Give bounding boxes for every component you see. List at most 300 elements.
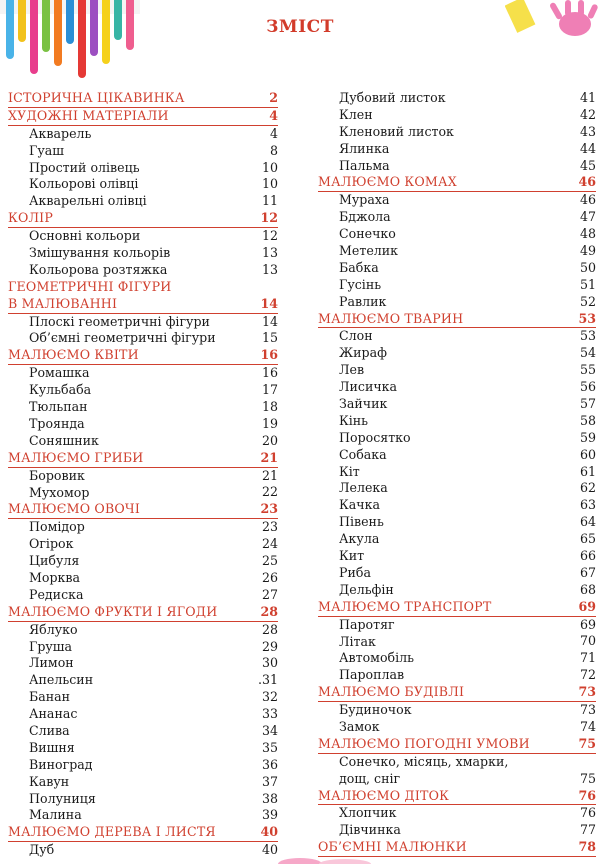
entry-title [29,639,72,656]
entry-title [339,650,414,667]
entry-title [339,328,373,345]
title-line: Бджола [339,209,391,225]
page-number: 68 [579,581,596,597]
toc-entry[interactable] [318,294,596,311]
toc-entry[interactable] [8,399,278,416]
title-line: Троянда [29,415,85,431]
toc-entry[interactable] [318,107,596,124]
toc-entry[interactable] [8,570,278,587]
entry-title [29,433,99,450]
entry-title [29,143,64,160]
entry-title [339,754,508,788]
page-number: 23 [260,501,278,517]
section-title [8,279,171,313]
section-title [318,684,464,701]
page-number: 26 [261,569,278,585]
title-line: Кит [339,548,365,564]
title-line: МАЛЮЄМО КВІТИ [8,347,139,363]
page-number: 69 [578,598,596,614]
title-line: Лелека [339,480,388,496]
entry-title [29,740,75,757]
toc-section-heading[interactable] [318,788,596,806]
toc-entry[interactable] [8,536,278,553]
entry-title [339,124,454,141]
toc-entry[interactable] [8,774,278,791]
title-line: МАЛЮЄМО ДЕРЕВА І ЛИСТЯ [8,824,216,840]
page-number: 18 [261,399,278,415]
entry-title [339,822,401,839]
page-number: 49 [579,243,596,258]
title-line: МАЛЮЄМО ТРАНСПОРТ [318,598,492,614]
section-title [318,788,449,805]
page-number: 32 [261,689,278,705]
entry-title [29,842,54,859]
title-line: Слон [339,328,373,344]
toc-entry[interactable] [318,667,596,684]
title-line: Морква [29,569,81,585]
toc-entry[interactable] [8,433,278,450]
toc-entry[interactable] [318,90,596,107]
toc-entry[interactable] [8,689,278,706]
entry-title [339,396,387,413]
title-line: МАЛЮЄМО ПОГОДНІ УМОВИ [318,735,530,751]
entry-title [29,706,77,723]
section-title [318,174,457,191]
toc-section-heading[interactable] [318,174,596,192]
title-line: Літак [339,633,376,649]
page-number: 22 [261,484,278,500]
toc-entry[interactable] [318,328,596,345]
page-number: 64 [579,514,596,530]
section-title [318,736,530,753]
title-line: Яблуко [29,621,78,637]
toc-entry[interactable] [318,480,596,497]
toc-entry[interactable] [318,396,596,413]
toc-section-heading[interactable] [8,824,278,842]
toc-section-heading[interactable] [8,347,278,365]
page-number: 4 [269,125,278,141]
title-line: Хлопчик [339,805,397,821]
entry-title [29,689,70,706]
page-number: 42 [579,106,596,122]
page-number: 19 [261,415,278,431]
toc-entry[interactable] [318,514,596,531]
toc-entry[interactable] [318,413,596,430]
entry-title [339,141,389,158]
toc-section-heading[interactable] [318,311,596,329]
page-number: 57 [579,396,596,412]
toc-entry[interactable] [8,468,278,485]
entry-title [339,260,379,277]
entry-title [29,807,82,824]
page-number: 76 [578,787,596,803]
toc-right-column [318,90,596,857]
entry-title [339,582,394,599]
toc-entry[interactable] [318,124,596,141]
entry-title [29,519,85,536]
section-title [8,824,216,841]
entry-title [339,243,398,260]
toc-entry[interactable] [318,192,596,209]
toc-entry[interactable] [318,582,596,599]
entry-title [29,553,79,570]
entry-title [339,192,390,209]
title-line: МАЛЮЄМО ДІТОК [318,787,450,803]
page-number: 61 [579,463,596,479]
toc-section-heading[interactable] [318,599,596,617]
entry-title [29,468,85,485]
title-line: Лев [339,362,365,378]
entry-title [339,362,364,379]
title-line: Ромашка [29,365,90,381]
toc-entry[interactable] [318,226,596,243]
title-line: Мураха [339,192,390,208]
page-number: 75 [578,735,596,751]
page-number: 33 [261,706,278,722]
toc-entry[interactable] [318,277,596,294]
page-number: 2 [269,89,278,105]
page-number: 50 [579,259,596,275]
section-title [318,839,467,856]
page-number: 54 [579,345,596,361]
toc-entry[interactable] [8,126,278,143]
title-line: Гуаш [29,142,64,158]
page-number: 15 [261,330,278,346]
toc-entry[interactable] [8,143,278,160]
toc-entry[interactable] [318,634,596,651]
entry-title [339,667,404,684]
title-line: Соняшник [29,432,99,448]
toc-entry[interactable] [318,379,596,396]
title-line: МАЛЮЄМО БУДІВЛІ [318,684,465,700]
title-line: Банан [29,689,71,705]
toc-entry[interactable] [8,655,278,672]
title-line: Дельфін [339,581,394,597]
toc-entry[interactable] [318,719,596,736]
title-line: Собака [339,446,387,462]
toc-entry[interactable] [8,622,278,639]
title-line: МАЛЮЄМО ГРИБИ [8,449,144,465]
toc-entry[interactable] [318,260,596,277]
page-number: 63 [579,497,596,513]
title-line: Равлик [339,293,387,309]
entry-title [29,228,140,245]
page-number: 53 [578,310,596,326]
page-number: 10 [261,176,278,192]
title-line: Мухомор [29,484,90,500]
toc-entry[interactable] [318,548,596,565]
page-number: 16 [260,347,278,363]
title-line: Дуб [29,842,55,858]
toc-entry[interactable] [8,262,278,279]
page-number: 44 [579,140,596,156]
toc-entry[interactable] [318,447,596,464]
section-title [8,347,139,364]
toc-entry[interactable] [8,176,278,193]
entry-title [339,226,396,243]
page-number: 21 [260,449,278,465]
title-line: МАЛЮЄМО ТВАРИН [318,310,464,326]
toc-entry[interactable] [8,365,278,382]
toc-entry[interactable] [318,531,596,548]
page-number: 53 [579,328,596,344]
toc-section-heading[interactable] [318,736,596,754]
entry-title [339,345,387,362]
title-line: Виноград [29,756,93,772]
page-number: 34 [261,722,278,738]
title-line: Сонечко, місяць, хмарки, [339,753,509,769]
section-title [8,450,143,467]
title-line: Клен [339,106,373,122]
entry-title [339,430,411,447]
entry-title [29,536,73,553]
toc-entry[interactable] [8,245,278,262]
section-title [8,501,140,518]
entry-title [339,548,364,565]
toc-entry[interactable] [318,702,596,719]
title-line: Кульбаба [29,382,92,398]
page-number: 56 [579,379,596,395]
section-title [8,210,53,227]
title-line: ХУДОЖНІ МАТЕРІАЛИ [8,107,169,123]
page-number: 8 [269,142,278,158]
toc-entry[interactable] [8,706,278,723]
entry-title [339,379,397,396]
toc-entry[interactable] [8,485,278,502]
toc-entry[interactable] [318,754,596,788]
section-title [8,108,169,125]
toc-entry[interactable] [8,228,278,245]
title-line: Сонечко [339,226,396,242]
title-line: Цибуля [29,553,80,569]
toc-entry[interactable] [8,553,278,570]
title-line: Риба [339,564,371,580]
page-number: 11 [261,193,278,209]
title-line: Ананас [29,706,78,722]
toc-entry[interactable] [318,141,596,158]
toc-entry[interactable] [8,757,278,774]
title-line: Акварель [29,125,92,141]
page-number: 23 [261,519,278,535]
page-number: 66 [579,548,596,564]
title-line: МАЛЮЄМО КОМАХ [318,174,457,190]
page-number: 72 [579,667,596,683]
toc-entry[interactable] [8,723,278,740]
toc-section-heading[interactable] [8,604,278,622]
title-line: МАЛЮЄМО ОВОЧІ [8,501,141,517]
entry-title [339,90,446,107]
entry-title [29,791,96,808]
title-line: Тюльпан [29,399,88,415]
title-line: Автомобіль [339,650,415,666]
title-line-2: дощ, сніг [339,770,401,786]
toc-entry[interactable] [318,464,596,481]
title-line: Будиночок [339,702,412,718]
entry-title [29,587,84,604]
page-number: 71 [579,650,596,666]
toc-section-heading[interactable] [8,501,278,519]
toc-entry[interactable] [318,243,596,260]
entry-title [339,719,380,736]
entry-title [339,531,379,548]
entry-title [29,723,70,740]
title-line: Об’ємні геометричні фігури [29,330,216,346]
title-line: Полуниця [29,790,96,806]
toc-entry[interactable] [8,382,278,399]
title-line: Слива [29,722,70,738]
entry-title [29,570,80,587]
page-number: 65 [579,531,596,547]
toc-entry[interactable] [318,617,596,634]
toc-entry[interactable] [8,740,278,757]
page-number: 70 [579,633,596,649]
title-line: Боровик [29,467,85,483]
page-number: 12 [261,228,278,244]
toc-entry[interactable] [318,430,596,447]
toc-entry[interactable] [318,345,596,362]
toc-entry[interactable] [8,160,278,177]
entry-title [29,774,69,791]
title-line-2: В МАЛЮВАННІ [8,295,118,311]
title-line: ОБ’ЄМНІ МАЛЮНКИ [318,839,467,855]
page-number: 75 [579,770,596,786]
title-line: Груша [29,638,73,654]
toc-entry[interactable] [318,158,596,175]
page-number: 13 [261,261,278,277]
entry-title [339,413,368,430]
toc-section-heading[interactable] [318,684,596,702]
toc-entry[interactable] [318,822,596,839]
toc-entry[interactable] [318,805,596,822]
entry-title [339,634,376,651]
page-number: 14 [260,295,278,311]
page-number: 77 [579,822,596,838]
title-line: Кавун [29,773,70,789]
page-number: 30 [261,655,278,671]
page-number: 47 [579,209,596,225]
toc-entry[interactable] [8,314,278,331]
page-number: 39 [261,807,278,823]
toc-entry[interactable] [318,362,596,379]
page-number: 36 [261,756,278,772]
toc-entry[interactable] [8,587,278,604]
title-line: Жираф [339,345,387,361]
section-title [318,311,463,328]
title-line: ГЕОМЕТРИЧНІ ФІГУРИ [8,278,172,294]
page-number: 17 [261,382,278,398]
title-line: Основні кольори [29,228,141,244]
entry-title [339,497,380,514]
title-line: Гусінь [339,276,382,292]
entry-title [29,622,78,639]
entry-title [29,262,167,279]
page-number: 76 [579,805,596,821]
title-line: Качка [339,497,380,513]
toc-entry[interactable] [8,672,278,689]
title-line: Дівчинка [339,822,401,838]
toc-entry[interactable] [8,791,278,808]
entry-title [29,330,216,347]
toc-entry[interactable] [8,639,278,656]
entry-title [339,464,360,481]
toc-section-heading[interactable] [8,90,278,108]
entry-title [339,158,390,175]
entry-title [339,480,388,497]
toc-entry[interactable] [8,330,278,347]
title-line: Паротяг [339,616,395,632]
page-number: 28 [261,621,278,637]
title-line: МАЛЮЄМО ФРУКТИ І ЯГОДИ [8,603,218,619]
toc-entry[interactable] [8,519,278,536]
toc-section-heading[interactable] [8,210,278,228]
page-number: 46 [578,174,596,190]
page-number: 28 [260,603,278,619]
entry-title [29,245,170,262]
title-line: Помідор [29,519,85,535]
entry-title [339,565,371,582]
entry-title [339,277,381,294]
entry-title [339,447,387,464]
title-line: Малина [29,807,82,823]
title-line: Акула [339,531,380,547]
toc-entry[interactable] [318,650,596,667]
page-number: 52 [579,293,596,309]
page-number: 27 [261,586,278,602]
page-number: .31 [257,672,278,688]
toc-section-heading[interactable] [318,839,596,857]
page-number: 37 [261,773,278,789]
title-line: ІСТОРИЧНА ЦІКАВИНКА [8,90,185,105]
title-line: КОЛІР [8,210,54,226]
toc-entry[interactable] [8,842,278,859]
toc-entry[interactable] [318,497,596,514]
page-number: 16 [261,365,278,381]
entry-title [339,209,391,226]
entry-title [29,193,147,210]
page-number: 51 [579,276,596,292]
entry-title [29,416,85,433]
toc-left-column [8,90,278,859]
page-number: 73 [579,702,596,718]
title-line: Акварельні олівці [29,193,147,209]
entry-title [29,757,93,774]
page-number: 35 [261,739,278,755]
toc-entry[interactable] [318,565,596,582]
entry-title [29,655,74,672]
section-title [318,599,491,616]
page-number: 58 [579,412,596,428]
toc-entry[interactable] [8,193,278,210]
title-line: Ялинка [339,140,390,156]
toc-section-heading[interactable] [8,108,278,126]
page-number: 10 [261,159,278,175]
toc-entry[interactable] [318,209,596,226]
toc-entry[interactable] [8,807,278,824]
page-number: 40 [261,842,278,858]
title-line: Кінь [339,412,369,428]
title-line: Півень [339,514,384,530]
toc-entry[interactable] [8,416,278,433]
entry-title [339,514,384,531]
title-line: Дубовий листок [339,90,446,105]
page-number: 69 [579,616,596,632]
title-line: Пароплав [339,667,405,683]
toc-section-heading[interactable] [8,279,278,314]
page-number: 4 [269,107,278,123]
title-line: Плоскі геометричні фігури [29,313,210,329]
title-line: Зайчик [339,396,388,412]
toc-section-heading[interactable] [8,450,278,468]
